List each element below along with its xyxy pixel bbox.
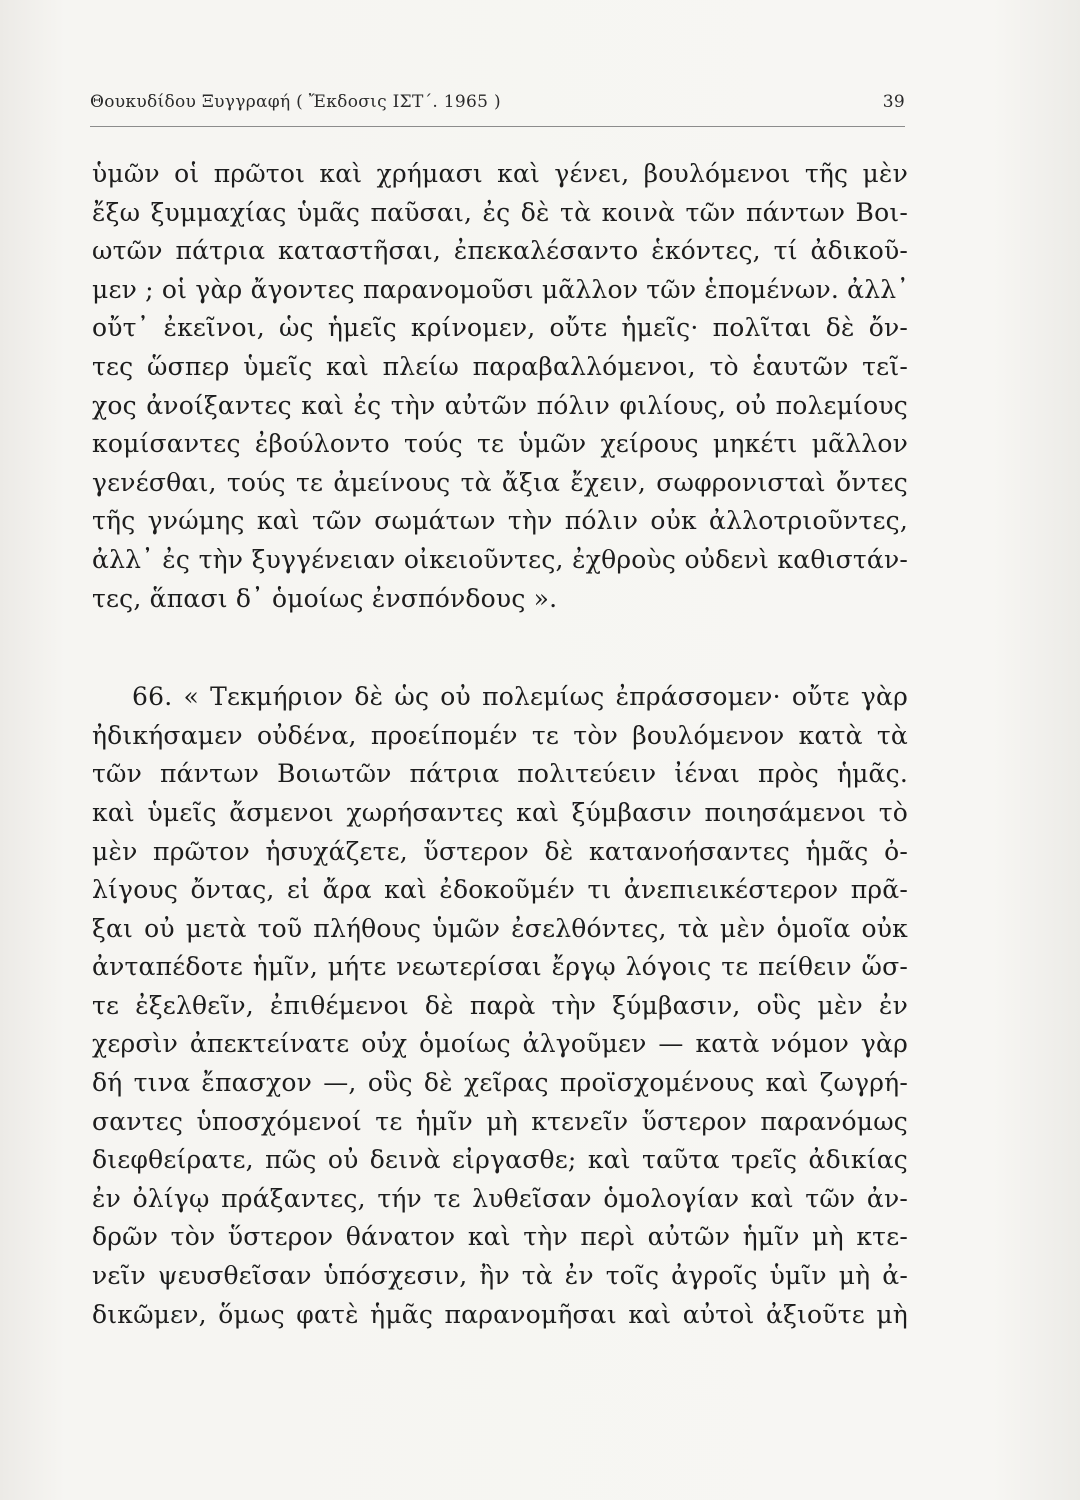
chapter-opening-line: 66. « Τεκμήριον δὲ ὡς οὐ πολεμίως ἐπράσσομεν· οὔτε γὰρ — [132, 682, 908, 712]
text-line: δή τινα ἔπασχον —, οὓς δὲ χεῖρας προϊσχομένους καὶ ζωγρή- — [92, 1068, 908, 1098]
text-line: μὲν πρῶτον ἡσυχάζετε, ὕστερον δὲ κατανοήσαντες ἡμᾶς ὀ- — [92, 836, 908, 866]
running-title: Θουκυδίδου Ξυγγραφή ( Ἔκδοσις ΙΣΤ΄. 1965 ) — [90, 92, 501, 112]
text-line: ωτῶν πάτρια καταστῆσαι, ἐπεκαλέσαντο ἑκόντες, τί ἀδικοῦ- — [92, 236, 908, 266]
text-line: δρῶν τὸν ὕστερον θάνατον καὶ τὴν περὶ αὐτῶν ἡμῖν μὴ κτε- — [92, 1222, 908, 1252]
text-line: οὔτ᾽ ἐκεῖνοι, ὡς ἡμεῖς κρίνομεν, οὔτε ἡμεῖς· πολῖται δὲ ὄν- — [92, 313, 908, 343]
text-line: ἀλλ᾽ ἐς τὴν ξυγγένειαν οἰκειοῦντες, ἐχθροὺς οὐδενὶ καθιστάν- — [92, 544, 908, 574]
text-line: χερσὶν ἀπεκτείνατε οὐχ ὁμοίως ἀλγοῦμεν — κατὰ νόμον γὰρ — [92, 1029, 908, 1059]
text-line: τῆς γνώμης καὶ τῶν σωμάτων τὴν πόλιν οὐκ ἀλλοτριοῦντες, — [92, 506, 908, 536]
text-line: ἠδικήσαμεν οὐδένα, προείπομέν τε τὸν βουλόμενον κατὰ τὰ — [92, 720, 908, 750]
text-line: ξαι οὐ μετὰ τοῦ πλήθους ὑμῶν ἐσελθόντες, τὰ μὲν ὁμοῖα οὐκ — [92, 913, 908, 943]
text-line: ἐν ὀλίγῳ πράξαντες, τήν τε λυθεῖσαν ὁμολογίαν καὶ τῶν ἀν- — [92, 1183, 908, 1213]
text-line: ἀνταπέδοτε ἡμῖν, μήτε νεωτερίσαι ἔργῳ λόγοις τε πείθειν ὥσ- — [92, 952, 908, 982]
text-line: δικῶμεν, ὅμως φατὲ ἡμᾶς παρανομῆσαι καὶ αὐτοὶ ἀξιοῦτε μὴ — [92, 1299, 908, 1329]
text-line: κομίσαντες ἐβούλοντο τούς τε ὑμῶν χείρους μηκέτι μᾶλλον — [92, 429, 908, 459]
text-line: ἔξω ξυμμαχίας ὑμᾶς παῦσαι, ἐς δὲ τὰ κοινὰ τῶν πάντων Βοι- — [92, 197, 908, 227]
text-line: ὑμῶν οἱ πρῶτοι καὶ χρήμασι καὶ γένει, βουλόμενοι τῆς μὲν — [92, 159, 908, 188]
page-number: 39 — [882, 92, 905, 112]
header-rule — [90, 126, 905, 127]
text-line: γενέσθαι, τούς τε ἀμείνους τὰ ἄξια ἔχειν, σωφρονισταὶ ὄντες — [92, 467, 908, 497]
text-line: μεν ; οἱ γὰρ ἄγοντες παρανομοῦσι μᾶλλον τῶν ἑπομένων. ἀλλ᾽ — [92, 274, 910, 304]
paragraph-gap — [92, 618, 908, 678]
paragraph-1 — [92, 155, 908, 618]
text-line: τῶν πάντων Βοιωτῶν πάτρια πολιτεύειν ἰέναι πρὸς ἡμᾶς. — [92, 759, 908, 789]
text-line: χος ἀνοίξαντες καὶ ἐς τὴν αὐτῶν πόλιν φιλίους, οὐ πολεμίους — [92, 390, 908, 420]
text-line: σαντες ὑποσχόμενοί τε ἡμῖν μὴ κτενεῖν ὕστερον παρανόμως — [92, 1106, 908, 1136]
text-line: τες ὥσπερ ὑμεῖς καὶ πλείω παραβαλλόμενοι, τὸ ἑαυτῶν τεῖ- — [92, 351, 908, 381]
text-line: τε ἐξελθεῖν, ἐπιθέμενοι δὲ παρὰ τὴν ξύμβασιν, οὓς μὲν ἐν — [92, 990, 908, 1020]
text-line: λίγους ὄντας, εἰ ἄρα καὶ ἐδοκοῦμέν τι ἀνεπιεικέστερον πρᾶ- — [92, 875, 908, 905]
text-line: διεφθείρατε, πῶς οὐ δεινὰ εἰργασθε; καὶ ταῦτα τρεῖς ἀδικίας — [92, 1145, 908, 1175]
paragraph-2 — [92, 678, 908, 1334]
text-line: τες, ἅπασι δ᾽ ὁμοίως ἐνσπόνδους ». — [92, 583, 558, 613]
body-text — [92, 155, 908, 1334]
running-head — [90, 92, 905, 120]
text-line: νεῖν ψευσθεῖσαν ὑπόσχεσιν, ἢν τὰ ἐν τοῖς ἀγροῖς ὑμῖν μὴ ἀ- — [92, 1261, 908, 1291]
text-line: καὶ ὑμεῖς ἄσμενοι χωρήσαντες καὶ ξύμβασιν ποιησάμενοι τὸ — [92, 797, 908, 827]
